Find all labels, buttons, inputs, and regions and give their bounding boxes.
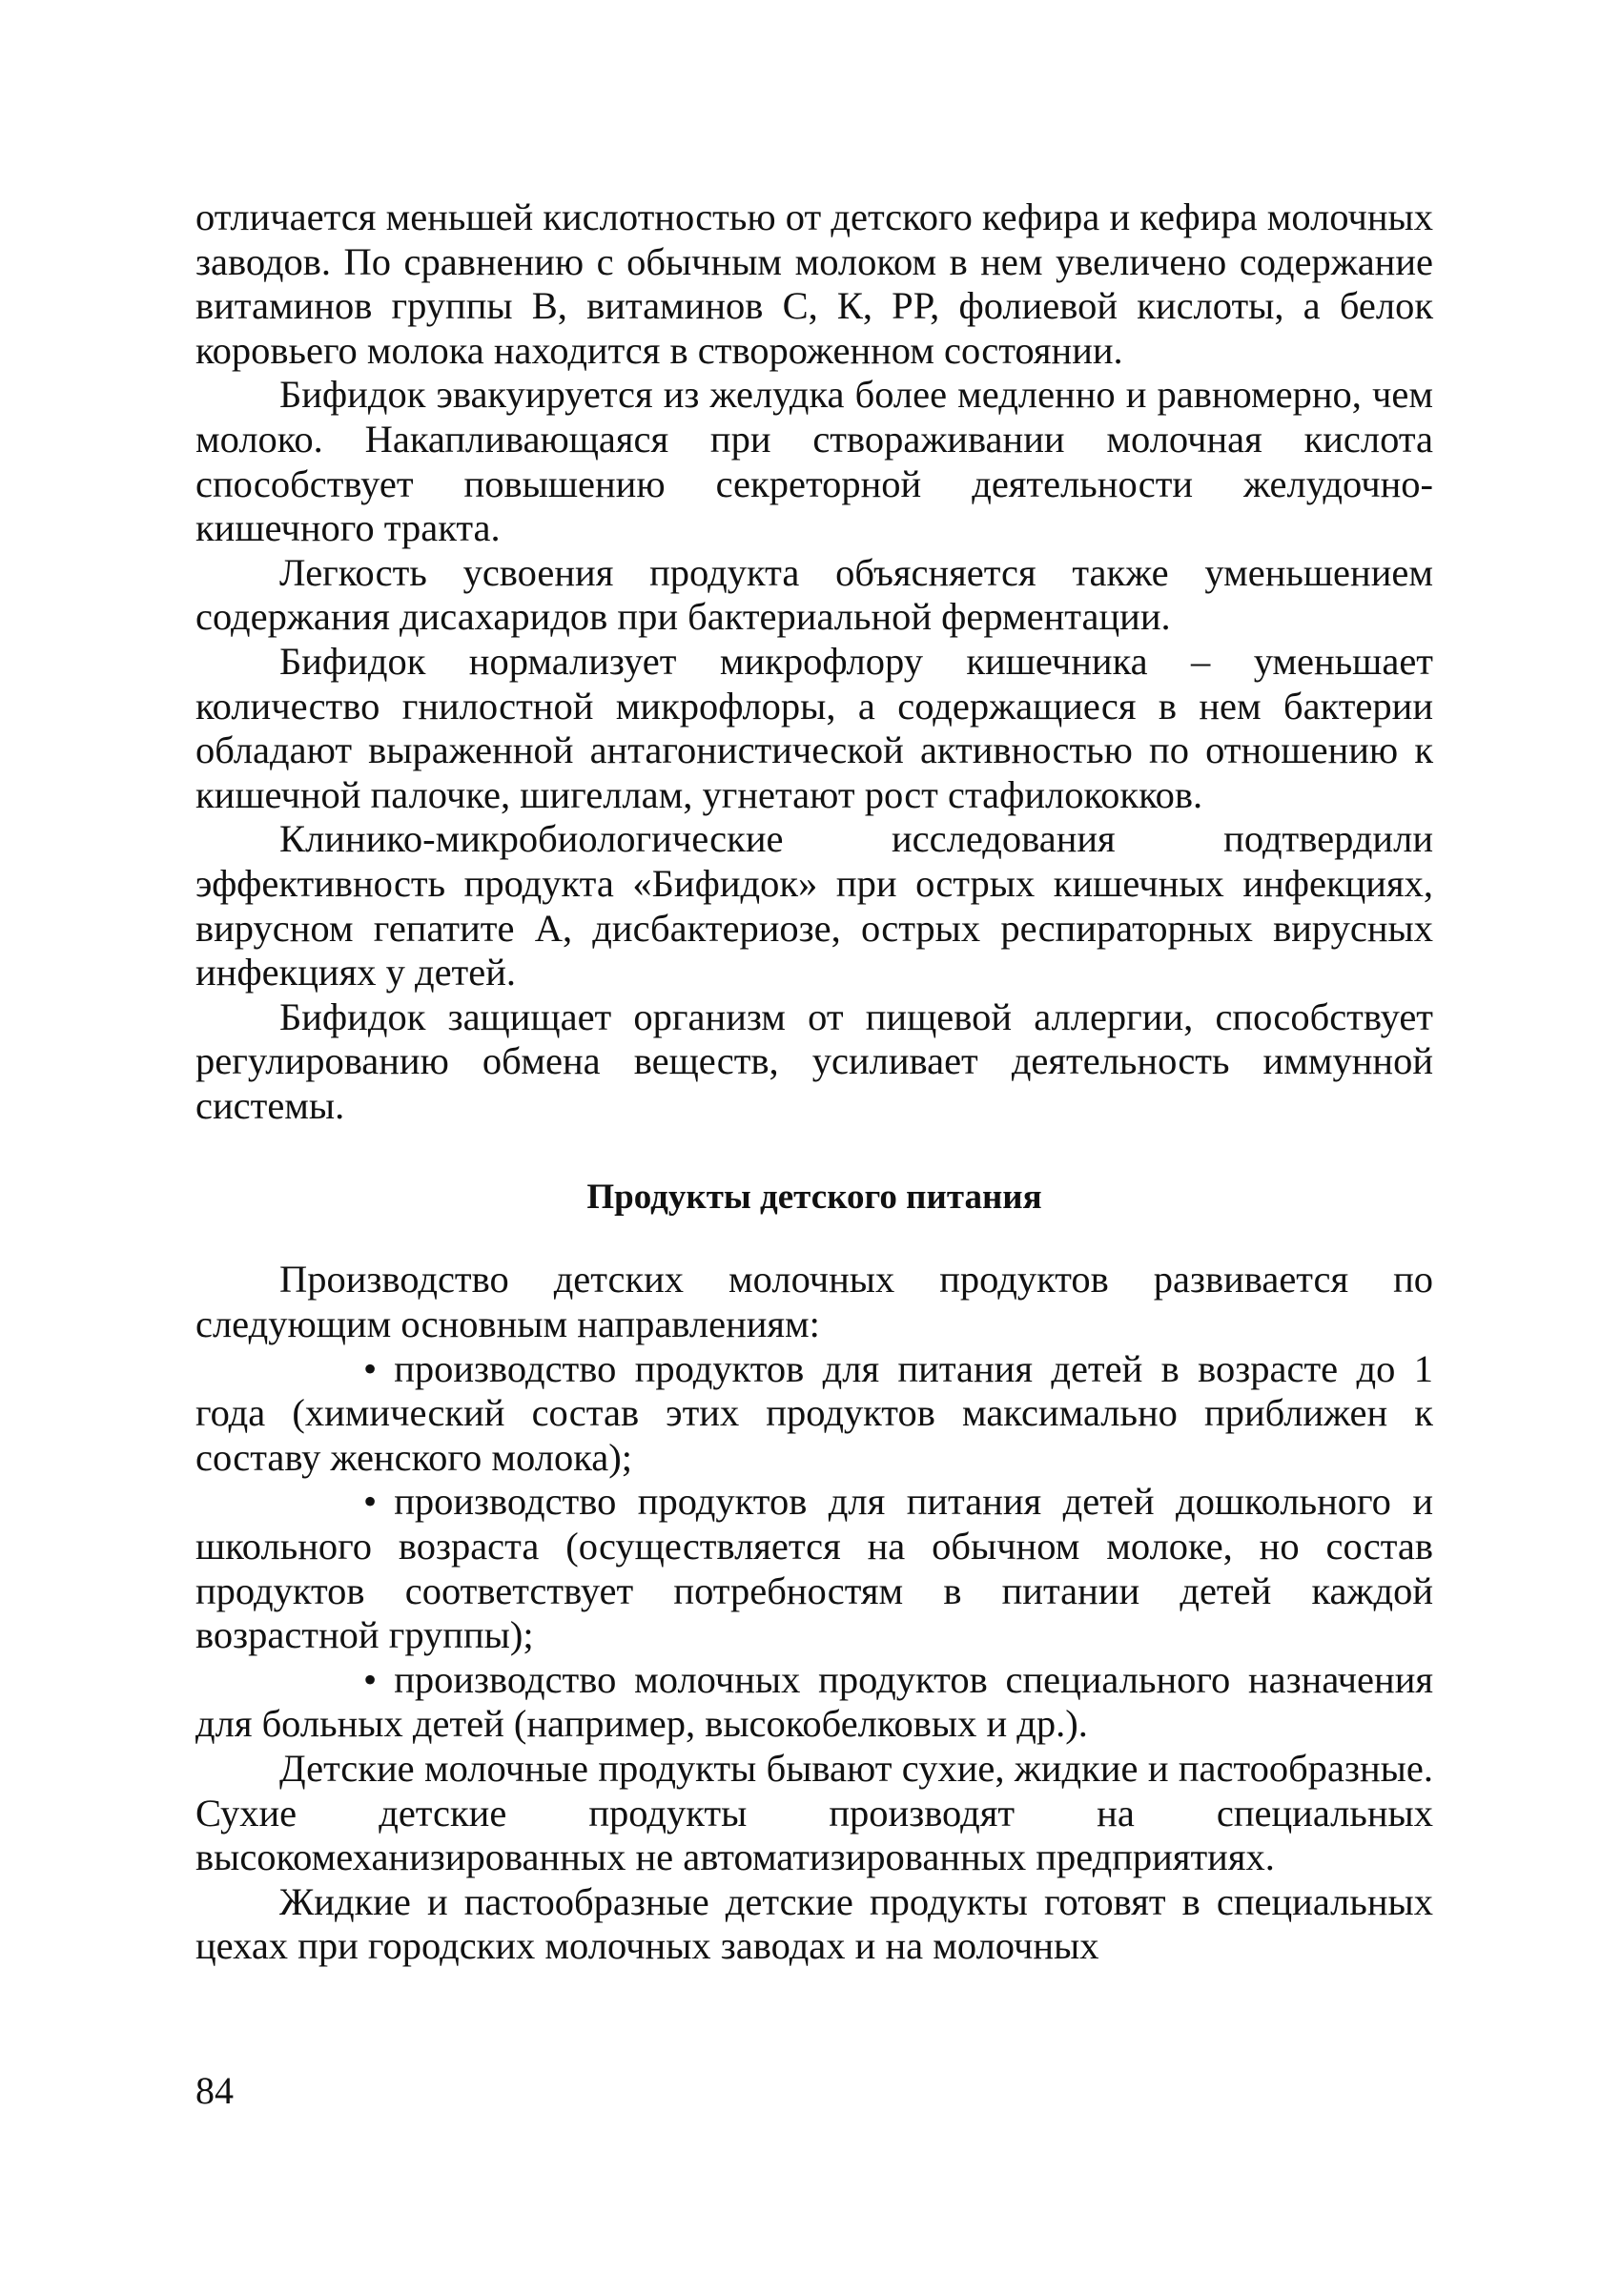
list-item-text: производство продуктов для питания детей дошкольного и школьного возраста (осуществляется на обычном молоке, но состав продуктов соответствует потребностям в питании детей каждой возрастной группы); [195,1480,1433,1657]
list-item-text: производство продуктов для питания детей в возрасте до 1 года (химический состав этих продуктов максимально приближен к составу женского молока); [195,1346,1433,1479]
page-number: 84 [195,2069,234,2112]
paragraph-production-intro: Производство детских молочных продуктов развивается по следующим основным направлениям: [195,1258,1433,1346]
list-item [195,1480,1433,1657]
paragraph-bifidok-evacuation: Бифидок эвакуируется из желудка более медленно и равномерно, чем молоко. Накапливающаяся при створаживании молочная кислота способствует повышению секреторной деятельности желудочно-кишечного тракта. [195,373,1433,550]
section-heading: Продукты детского питания [586,1178,1042,1218]
list-item [195,1658,1433,1747]
list-item-text: производство молочных продуктов специального назначения для больных детей (например, высокобелковых и др.). [195,1657,1433,1746]
list-item [195,1347,1433,1481]
bullet-icon: • [363,1657,378,1701]
paragraph-allergy-protection: Бифидок защищает организм от пищевой аллергии, способствует регулированию обмена веществ, усиливает деятельность иммунной системы. [195,994,1433,1127]
bullet-icon: • [363,1480,378,1524]
bullet-icon: • [363,1346,378,1390]
paragraph-microflora: Бифидок нормализует микрофлору кишечника – уменьшает количество гнилостной микрофлоры, а содержащиеся в нем бактерии обладают выраженной антагонистической активностью по отношению к кишечной палочке, шигеллам, угнетают рост стафилококков. [195,639,1433,816]
page-body [195,195,1433,1969]
paragraph-digestibility: Легкость усвоения продукта объясняется также уменьшением содержания дисахаридов при бактериальной ферментации. [195,550,1433,639]
paragraph-liquid-products: Жидкие и пастообразные детские продукты готовят в специальных цехах при городских молочных заводах и на молочных [195,1879,1433,1968]
paragraph-clinical-studies: Клинико-микробиологические исследования подтвердили эффективность продукта «Бифидок» при острых кишечных инфекциях, вирусном гепатите А, дисбактериозе, острых респираторных вирусных инфекциях у детей. [195,817,1433,994]
paragraph-product-types: Детские молочные продукты бывают сухие, жидкие и пастообразные. Сухие детские продукты производят на специальных высокомеханизированных не автоматизированных предприятиях. [195,1747,1433,1879]
paragraph-continuation: отличается меньшей кислотностью от детского кефира и кефира молочных заводов. По сравнению с обычным молоком в нем увеличено содержание витаминов группы В, витаминов С, К, РР, фолиевой кислоты, а белок коровьего молока находится в створоженном состоянии. [195,195,1433,372]
